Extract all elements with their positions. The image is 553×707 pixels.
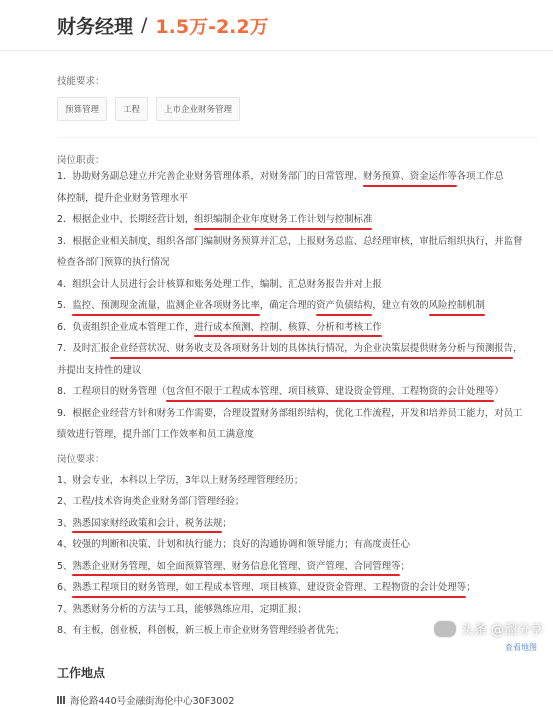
line-text: 7．及时汇报 [57, 343, 110, 354]
line-text: 绩效进行管理，提升部门工作效率和员工满意度 [57, 429, 254, 440]
requirements-list [57, 470, 537, 642]
duty-line [57, 317, 537, 339]
requirement-line [57, 491, 537, 513]
watermark [433, 619, 543, 638]
duty-line [57, 231, 537, 253]
line-text: 并提出支持性的建议 [57, 364, 142, 376]
skill-tag[interactable]: 工程 [115, 97, 148, 121]
line-text: 1．协助财务副总建立并完善企业财务管理体系，对财务部门的日常管理、 [57, 171, 363, 182]
underlined-highlight: 组织编制企业年度财务工作计划与控制标准 [194, 209, 372, 231]
line-text: 各项工作总 [456, 171, 504, 182]
address-text: 海伦路440号金融街海伦中心30F3002 [70, 695, 235, 707]
job-header [0, 0, 553, 51]
line-text: 7、熟悉财务分析的方法与工具，能够熟练应用，定期汇报； [57, 603, 307, 615]
work-location-title: 工作地点 [57, 665, 106, 680]
requirement-line [57, 534, 537, 556]
duties-label: 岗位职责： [57, 155, 105, 166]
duty-line [57, 252, 537, 274]
requirement-line [57, 599, 537, 621]
line-text: ； [466, 582, 476, 593]
line-text: 8、有主板，创业板，科创板，新三板上市企业财务管理经验者优先； [57, 625, 345, 636]
view-map-link[interactable]: 查看地图 [505, 643, 537, 652]
salary-range: 1.5万-2.2万 [155, 15, 269, 38]
duty-line [57, 360, 537, 382]
underlined-highlight: 风险控制机制 [429, 295, 485, 317]
requirement-line [57, 556, 537, 578]
requirements-label: 岗位要求： [57, 453, 105, 465]
duty-line [57, 166, 537, 188]
job-title: 财务经理 [57, 15, 134, 38]
underlined-highlight: 监控、预测现金流量，监测企业各项财务比率 [72, 295, 260, 317]
skill-tags [57, 97, 537, 121]
job-detail-content [0, 73, 553, 707]
duty-line [57, 338, 537, 360]
line-text: 9．根据企业经营方针和财务工作需要，合理设置财务部组织结构，优化工作流程，开发和培养员工能力，对员工 [57, 407, 523, 419]
line-text: 检查各部门预算的执行情况 [57, 257, 170, 268]
duty-line [57, 274, 537, 296]
line-text: ， [512, 343, 523, 354]
line-text: ，确定合理的 [259, 300, 317, 311]
line-text: 5． [57, 300, 73, 311]
section-divider [57, 137, 537, 138]
underlined-highlight: 进行成本预测、控制、核算、分析和考核工作 [194, 317, 382, 339]
line-text: 3．根据企业相关制度，组织各部门编制财务预算并汇总，上报财务总监、总经理审核，审批后组织执行，并监督 [57, 235, 523, 247]
skill-tag[interactable]: 上市企业财务管理 [156, 97, 240, 121]
underlined-highlight: 包含但不限于工程成本管理、项目核算、建设资金管理、工程物资的会计处理等 [166, 381, 494, 403]
underlined-highlight: 熟悉工程项目的财务管理，如工程成本管理、项目核算、建设资金管理、工程物资的会计处理等 [72, 577, 466, 599]
watermark-text: 头条 @溜分享 [460, 623, 543, 638]
line-text: 3、 [57, 517, 73, 529]
building-icon [57, 696, 65, 704]
underlined-highlight: 企业经营状况、财务收支及各项财务计划的具体执行情况，为企业决策层提供财务分析与预测报告 [110, 338, 513, 360]
line-text: 2、工程/技术咨询类企业财务部门管理经验； [57, 496, 245, 507]
line-text: 4．组织会计人员进行会计核算和账务处理工作，编制、汇总财务报告并对上报 [57, 278, 382, 290]
line-text: 6、 [57, 582, 73, 593]
line-text: ； [222, 517, 232, 529]
underlined-highlight: 财务预算、资金运作等 [363, 166, 457, 188]
line-text: 1、财会专业，本科以上学历，3年以上财务经理管理经历； [57, 474, 304, 486]
line-text: 4、较强的判断和决策、计划和执行能力；良好的沟通协调和领导能力；有高度责任心 [57, 539, 410, 550]
line-text: 8．工程项目的财务管理（ [57, 386, 167, 397]
address-row[interactable] [57, 693, 537, 707]
line-text: 5、 [57, 560, 73, 572]
requirement-line [57, 513, 537, 535]
line-text: 体控制，提升企业财务管理水平 [57, 192, 189, 204]
duty-line [57, 381, 537, 403]
duty-line [57, 295, 537, 317]
line-text: ，建立有效的 [372, 300, 429, 311]
skills-label: 技能要求： [57, 76, 105, 87]
skill-tag[interactable]: 预算管理 [57, 97, 107, 121]
line-text: 6．负责组织企业成本管理工作， [57, 321, 195, 333]
duty-line [57, 424, 537, 446]
duty-line [57, 209, 537, 231]
requirement-line [57, 577, 537, 599]
requirement-line [57, 470, 537, 492]
underlined-highlight: 资产负债结构 [316, 295, 372, 317]
underlined-highlight: 熟悉企业财务管理，如全面预算管理、财务信息化管理、资产管理、合同管理等 [72, 556, 400, 578]
underlined-highlight: 熟悉国家财经政策和会计、税务法规 [72, 513, 222, 535]
duty-line [57, 188, 537, 210]
title-separator: / [141, 14, 148, 36]
line-text: ； [400, 560, 410, 572]
duty-line [57, 403, 537, 425]
duties-list [57, 166, 537, 446]
watermark-logo-icon [433, 620, 457, 638]
line-text: 2．根据企业中、长期经营计划， [57, 214, 195, 225]
line-text: ） [494, 386, 504, 397]
